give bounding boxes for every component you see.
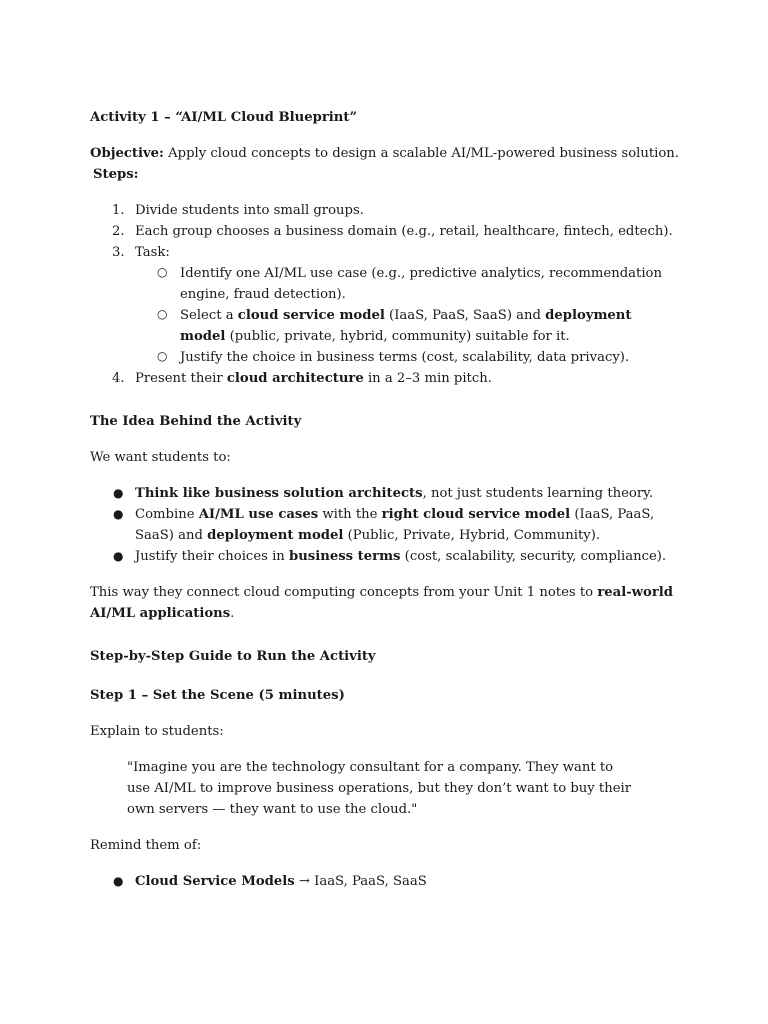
list-item (90, 546, 680, 567)
filled-bullet-icon: ● (113, 549, 124, 563)
want-bullet-list (90, 483, 680, 567)
filled-bullet-icon: ● (113, 874, 124, 888)
hollow-bullet-icon: ○ (157, 307, 168, 321)
remind-text: Remind them of: (90, 838, 202, 853)
bullet-text: → IaaS, PaaS, SaaS (294, 874, 427, 889)
document-page (90, 107, 680, 892)
bullet-text: , not just students learning theory. (422, 486, 654, 501)
want-intro: We want students to: (90, 450, 231, 465)
steps-label: Steps: (93, 167, 139, 182)
list-item (90, 871, 680, 892)
step-bold: cloud architecture (226, 371, 364, 386)
step-text: Present their (135, 371, 227, 386)
subtask-text: Select a (180, 308, 238, 323)
bullet-bold: deployment model (207, 528, 344, 543)
list-number: 2. (112, 224, 125, 239)
list-item (90, 200, 680, 221)
bullet-text: with the (318, 507, 382, 522)
activity-title: Activity 1 – “AI/ML Cloud Blueprint” (90, 110, 358, 125)
list-number: 4. (112, 371, 125, 386)
subtask-text: Identify one AI/ML use case (e.g., predictive analytics, recommendation engine, fraud detection). (180, 266, 662, 302)
bullet-bold: Cloud Service Models (135, 874, 295, 889)
bullet-bold: right cloud service model (381, 507, 571, 522)
step-text: Each group chooses a business domain (e.g., retail, healthcare, fintech, edtech). (135, 224, 673, 239)
connect-text: . (230, 606, 235, 621)
bullet-text: Combine (135, 507, 199, 522)
step-text: in a 2–3 min pitch. (363, 371, 492, 386)
bullet-bold: AI/ML use cases (198, 507, 319, 522)
connect-text: This way they connect cloud computing concepts from your Unit 1 notes to (90, 585, 598, 600)
bullet-text: (cost, scalability, security, compliance). (400, 549, 667, 564)
subtask-bold: cloud service model (237, 308, 385, 323)
filled-bullet-icon: ● (113, 507, 124, 521)
subtask-bold: deployment model (180, 308, 632, 344)
bullet-text: (IaaS, PaaS, SaaS) and (135, 507, 655, 543)
hollow-bullet-icon: ○ (157, 265, 168, 279)
filled-bullet-icon: ● (113, 486, 124, 500)
subtask-text: Justify the choice in business terms (cost, scalability, data privacy). (180, 350, 630, 365)
quote-block: "Imagine you are the technology consultant for a company. They want to use AI/ML to improve business operations, but they don’t want to buy their own servers — they want to use the cloud." (127, 760, 632, 817)
guide-heading: Step-by-Step Guide to Run the Activity (90, 649, 376, 664)
connect-paragraph (90, 582, 680, 624)
remind-bullet-list (90, 871, 680, 892)
bullet-bold: Think like business solution architects (135, 486, 423, 501)
list-item (135, 305, 680, 347)
step-text: Divide students into small groups. (135, 203, 364, 218)
list-item (135, 263, 680, 305)
connect-bold: real-world AI/ML applications (90, 585, 674, 621)
subtask-text: (IaaS, PaaS, SaaS) and (384, 308, 546, 323)
bullet-text: Justify their choices in (135, 549, 289, 564)
bullet-bold: business terms (289, 549, 401, 564)
objective-paragraph (90, 143, 680, 164)
list-item (90, 221, 680, 242)
list-item (90, 242, 680, 368)
list-item (135, 347, 680, 368)
list-number: 3. (112, 245, 125, 260)
steps-list (90, 200, 680, 389)
list-item (90, 368, 680, 389)
explain-text: Explain to students: (90, 724, 224, 739)
idea-heading: The Idea Behind the Activity (90, 414, 302, 429)
bullet-text: (Public, Private, Hybrid, Community). (343, 528, 601, 543)
list-item (90, 483, 680, 504)
objective-label: Objective: (90, 146, 164, 161)
objective-text: Apply cloud concepts to design a scalable AI/ML-powered business solution. (163, 146, 679, 161)
step1-heading: Step 1 – Set the Scene (5 minutes) (90, 688, 345, 703)
list-item (90, 504, 680, 546)
hollow-bullet-icon: ○ (157, 349, 168, 363)
list-number: 1. (112, 203, 125, 218)
subtask-text: (public, private, hybrid, community) suitable for it. (225, 329, 570, 344)
subtask-list (135, 263, 680, 368)
step-text: Task: (135, 245, 170, 260)
